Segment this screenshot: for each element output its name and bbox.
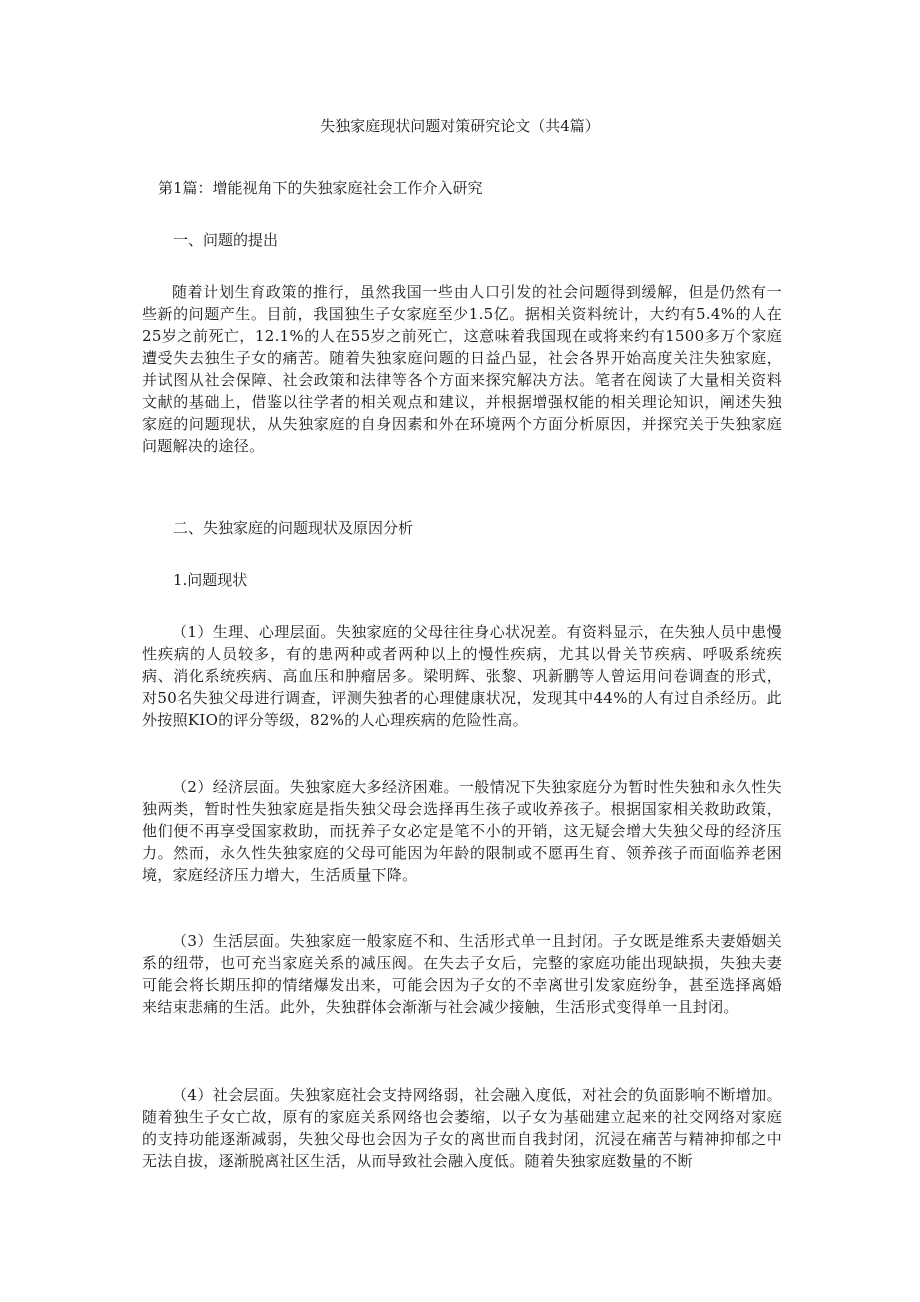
paragraph-physiological: （1）生理、心理层面。失独家庭的父母往往身心状况差。有资料显示，在失独人员中患慢性疾病的人员较多，有的患两种或者两种以上的慢性疾病，尤其以骨关节疾病、呼吸系统疾病、消化系统疾病、高血压和肿瘤居多。梁明辉、张黎、巩新鹏等人曾运用问卷调查的形式，对50名失独父母进行调查，评测失独者的心理健康状况，发现其中44%的人有过自杀经历。此外按照KIO的评分等级，82%的人心理疾病的危险性高。	[142, 623, 782, 729]
paragraph-introduction: 随着计划生育政策的推行，虽然我国一些由人口引发的社会问题得到缓解，但是仍然有一些新的问题产生。目前，我国独生子女家庭至少1.5亿。据相关资料统计，大约有5.4%的人在25岁之前死亡，12.1%的人在55岁之前死亡，这意味着我国现在或将来约有1500多万个家庭遭受失去独生子女的痛苦。随着失独家庭问题的日益凸显，社会各界开始高度关注失独家庭，并试图从社会保障、社会政策和法律等各个方面来探究解决方法。笔者在阅读了大量相关资料文献的基础上，借鉴以往学者的相关观点和建议，并根据增强权能的相关理论知识，阐述失独家庭的问题现状，从失独家庭的自身因素和外在环境两个方面分析原因，并探究关于失独家庭问题解决的途径。	[142, 283, 782, 455]
paragraph-economic: （2）经济层面。失独家庭大多经济困难。一般情况下失独家庭分为暂时性失独和永久性失独两类，暂时性失独家庭是指失独父母会选择再生孩子或收养孩子。根据国家相关救助政策，他们便不再享受国家救助，而抚养子女必定是笔不小的开销，这无疑会增大失独父母的经济压力。然而，永久性失独家庭的父母可能因为年龄的限制或不愿再生育、领养孩子而面临养老困境，家庭经济压力增大，生活质量下降。	[142, 778, 782, 884]
section-heading-problem: 一、问题的提出	[173, 231, 279, 249]
paragraph-life: （3）生活层面。失独家庭一般家庭不和、生活形式单一且封闭。子女既是维系夫妻婚姻关系的纽带，也可充当家庭关系的减压阀。在失去子女后，完整的家庭功能出现缺损，失独夫妻可能会将长期压抑的情绪爆发出来，可能会因为子女的不幸离世引发家庭纷争，甚至选择离婚来结束悲痛的生活。此外，失独群体会渐渐与社会减少接触，生活形式变得单一且封闭。	[142, 932, 782, 1016]
subsection-heading-status: 1.问题现状	[173, 571, 248, 589]
section-heading-status-analysis: 二、失独家庭的问题现状及原因分析	[173, 519, 414, 537]
paragraph-social: （4）社会层面。失独家庭社会支持网络弱，社会融入度低，对社会的负面影响不断增加。随着独生子女亡故，原有的家庭关系网络也会萎缩，以子女为基础建立起来的社交网络对家庭的支持功能逐渐减弱，失独父母也会因为子女的离世而自我封闭，沉浸在痛苦与精神抑郁之中无法自拔，逐渐脱离社区生活，从而导致社会融入度低。随着失独家庭数量的不断	[142, 1086, 782, 1170]
chapter-heading: 第1篇：增能视角下的失独家庭社会工作介入研究	[158, 179, 483, 197]
document-title: 失独家庭现状问题对策研究论文（共4篇）	[320, 117, 600, 135]
